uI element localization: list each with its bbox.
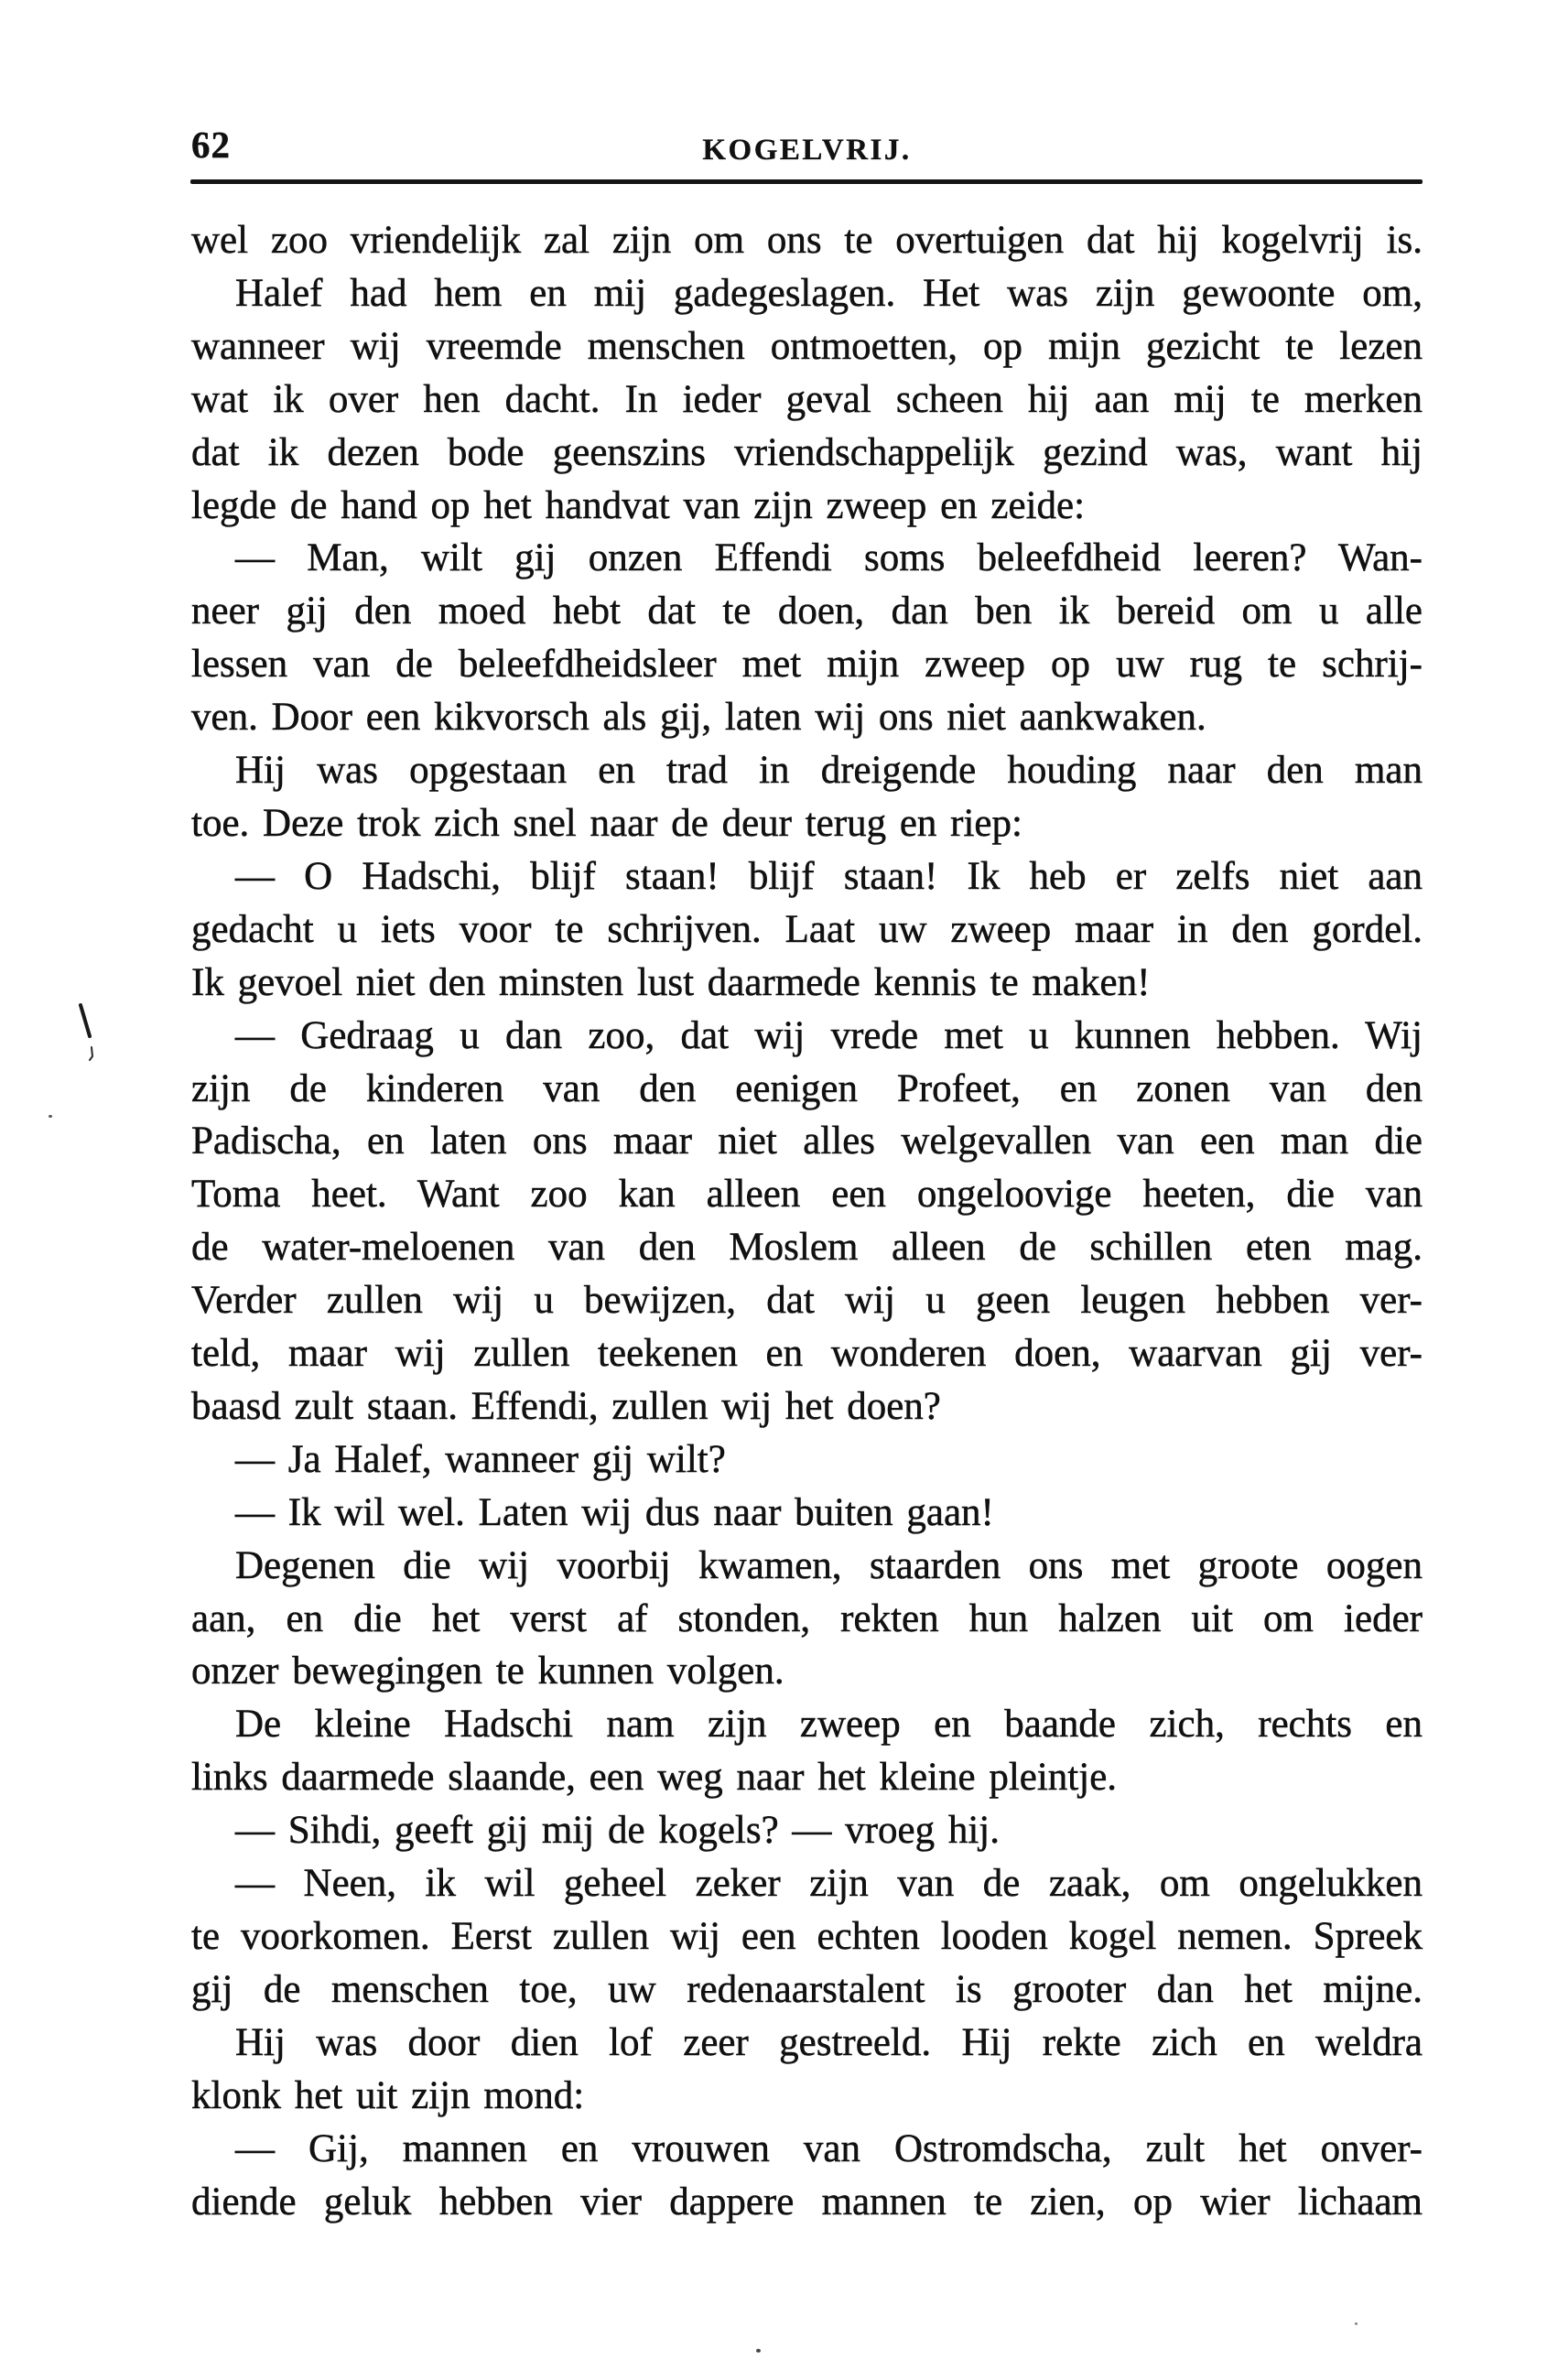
- text-line: lessen van de beleefdheidsleer met mijn zweep op uw rug te schrij-: [191, 643, 1423, 687]
- text-line: dat ik dezen bode geenszins vriendschappelijk gezind was, want hij: [191, 430, 1423, 474]
- scan-speck: [49, 1115, 52, 1118]
- page-number: 62: [191, 124, 231, 166]
- running-title: KOGELVRIJ.: [702, 134, 912, 167]
- text-line: onzer bewegingen te kunnen volgen.: [191, 1650, 784, 1693]
- text-line: — Gij, mannen en vrouwen van Ostromdscha, zult het onver-: [235, 2126, 1423, 2170]
- text-line: — Sihdi, geeft gij mij de kogels? — vroeg hij.: [235, 1809, 1000, 1853]
- text-line: Padischa, en laten ons maar niet alles welgevallen van een man die: [191, 1120, 1423, 1163]
- text-line: — Gedraag u dan zoo, dat wij vrede met u kunnen hebben. Wij: [235, 1013, 1423, 1057]
- text-line: Verder zullen wij u bewijzen, dat wij u geen leugen hebben ver-: [191, 1279, 1423, 1323]
- text-line: Halef had hem en mij gadegeslagen. Het was zijn gewoonte om,: [235, 271, 1423, 315]
- scan-speck: [1355, 2322, 1358, 2325]
- text-line: — Neen, ik wil geheel zeker zijn van de zaak, om ongelukken: [235, 1862, 1423, 1906]
- scan-stray-mark: [78, 1003, 100, 1064]
- text-line: links daarmede slaande, een weg naar het kleine pleintje.: [191, 1756, 1118, 1800]
- scan-speck: [756, 2349, 761, 2353]
- text-line: diende geluk hebben vier dappere mannen te zien, op wier lichaam: [191, 2180, 1423, 2223]
- text-line: zijn de kinderen van den eenigen Profeet, en zonen van den: [191, 1066, 1423, 1110]
- text-line: ven. Door een kikvorsch als gij, laten wij ons niet aankwaken.: [191, 696, 1206, 740]
- text-line: Toma heet. Want zoo kan alleen een ongeloovige heeten, die van: [191, 1173, 1423, 1217]
- text-line: wat ik over hen dacht. In ieder geval scheen hij aan mij te merken: [191, 377, 1423, 421]
- text-line: Degenen die wij voorbij kwamen, staarden ons met groote oogen: [235, 1543, 1423, 1587]
- text-line: — Ja Halef, wanneer gij wilt?: [235, 1437, 726, 1481]
- text-line: — O Hadschi, blijf staan! blijf staan! Ik heb er zelfs niet aan: [235, 854, 1423, 898]
- text-line: wel zoo vriendelijk zal zijn om ons te overtuigen dat hij kogelvrij is.: [191, 219, 1423, 262]
- text-line: De kleine Hadschi nam zijn zweep en baande zich, rechts en: [235, 1703, 1423, 1747]
- header-rule: [190, 179, 1423, 184]
- text-line: — Man, wilt gij onzen Effendi soms beleefdheid leeren? Wan-: [235, 536, 1423, 580]
- body-text: [191, 214, 1423, 2228]
- text-line: teld, maar wij zullen teekenen en wonderen doen, waarvan gij ver-: [191, 1332, 1423, 1376]
- text-line: de water-meloenen van den Moslem alleen de schillen eten mag.: [191, 1226, 1423, 1270]
- text-line: gedacht u iets voor te schrijven. Laat uw zweep maar in den gordel.: [191, 907, 1423, 951]
- text-line: neer gij den moed hebt dat te doen, dan ben ik bereid om u alle: [191, 590, 1423, 633]
- text-line: — Ik wil wel. Laten wij dus naar buiten gaan!: [235, 1490, 994, 1534]
- text-line: wanneer wij vreemde menschen ontmoetten, op mijn gezicht te lezen: [191, 324, 1423, 368]
- text-line: baasd zult staan. Effendi, zullen wij het doen?: [191, 1384, 941, 1428]
- text-line: legde de hand op het handvat van zijn zweep en zeide:: [191, 483, 1086, 527]
- text-line: aan, en die het verst af stonden, rekten hun halzen uit om ieder: [191, 1596, 1423, 1640]
- text-line: Ik gevoel niet den minsten lust daarmede kennis te maken!: [191, 960, 1151, 1004]
- text-line: Hij was opgestaan en trad in dreigende houding naar den man: [235, 749, 1423, 793]
- text-line: te voorkomen. Eerst zullen wij een echten looden kogel nemen. Spreek: [191, 1915, 1423, 1958]
- text-line: klonk het uit zijn mond:: [191, 2073, 585, 2117]
- text-line: Hij was door dien lof zeer gestreeld. Hij rekte zich en weldra: [235, 2020, 1423, 2064]
- text-line: toe. Deze trok zich snel naar de deur terug en riep:: [191, 801, 1022, 845]
- text-line: gij de menschen toe, uw redenaarstalent is grooter dan het mijne.: [191, 1967, 1423, 2011]
